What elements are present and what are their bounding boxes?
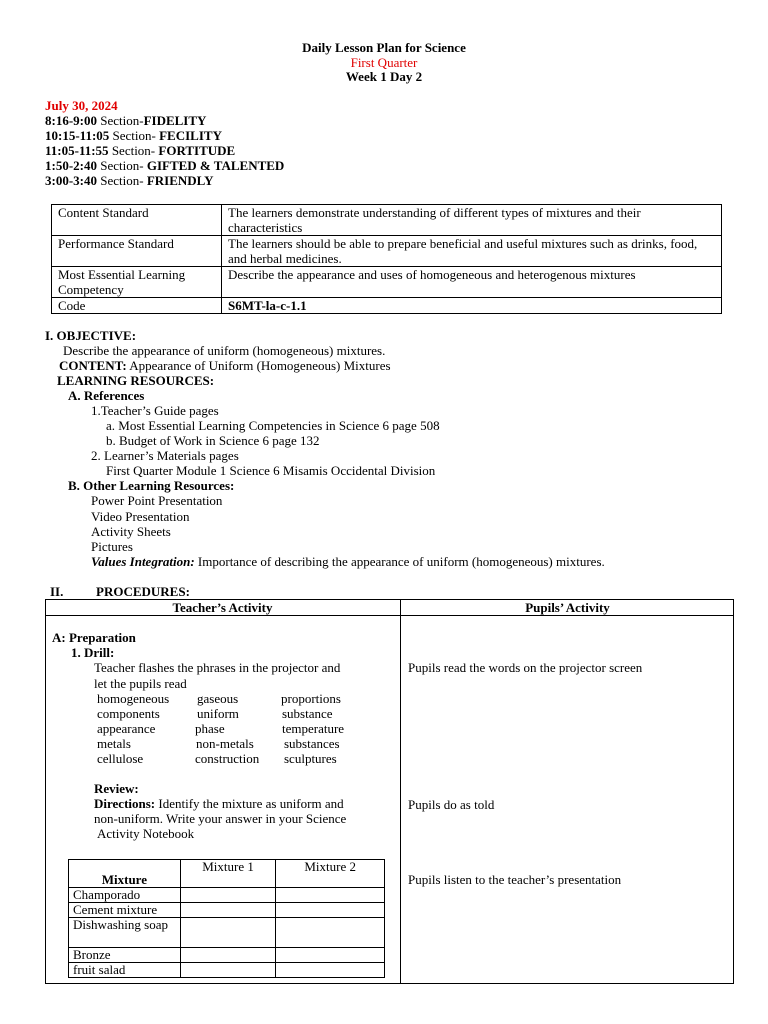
schedule-time: 8:16-9:00: [45, 113, 97, 128]
drill-word: temperature: [282, 721, 345, 736]
procedures-number: II.: [50, 584, 64, 599]
reference-item: b. Budget of Work in Science 6 page 132: [106, 433, 320, 448]
answer-cell: [276, 903, 385, 918]
directions-text: non-uniform. Write your answer in your Science: [94, 811, 347, 826]
drill-text: let the pupils read: [94, 676, 187, 691]
mixture-1-column-header: Mixture 1: [180, 860, 276, 888]
mixture-table: [68, 859, 385, 978]
standard-value: Describe the appearance and uses of homogeneous and heterogenous mixtures: [222, 267, 722, 298]
other-resource-item: Video Presentation: [91, 509, 190, 524]
standard-label: Performance Standard: [52, 236, 222, 267]
table-row: [52, 205, 722, 236]
schedule-section-label: Section-: [97, 173, 147, 188]
content-line: [59, 358, 391, 373]
schedule-time: 10:15-11:05: [45, 128, 110, 143]
directions-label: Directions:: [94, 796, 156, 811]
reference-item: 2. Learner’s Materials pages: [91, 448, 239, 463]
other-resources-heading: B. Other Learning Resources:: [68, 478, 235, 493]
table-row: [69, 948, 385, 963]
table-row: [69, 903, 385, 918]
procedures-heading: PROCEDURES:: [96, 584, 190, 599]
other-resource-item: Pictures: [91, 539, 133, 554]
schedule-section-name: FORTITUDE: [158, 143, 236, 158]
mixture-name: Bronze: [69, 948, 181, 963]
document-title: Daily Lesson Plan for Science: [302, 40, 466, 55]
schedule-section-label: Section-: [97, 158, 147, 173]
content-label: CONTENT:: [59, 358, 127, 373]
mixture-name: fruit salad: [69, 963, 181, 978]
schedule-section-label: Section-: [97, 113, 144, 128]
standard-label: Most Essential Learning Competency: [52, 267, 222, 298]
schedule-section-name: GIFTED & TALENTED: [146, 158, 285, 173]
standards-table: [51, 204, 722, 314]
table-row: [52, 298, 722, 314]
standard-value: The learners should be able to prepare beneficial and useful mixtures such as drinks, food, and herbal medicines.: [222, 236, 722, 267]
drill-word: construction: [195, 751, 260, 766]
schedule-row: [45, 113, 206, 128]
drill-word: phase: [195, 721, 225, 736]
table-row: [69, 888, 385, 903]
table-row: [69, 918, 385, 948]
table-row: [52, 267, 722, 298]
other-resource-item: Activity Sheets: [91, 524, 171, 539]
column-divider: [400, 599, 401, 984]
answer-cell: [180, 888, 276, 903]
drill-text: Teacher flashes the phrases in the projector and: [94, 660, 341, 675]
answer-cell: [180, 948, 276, 963]
mixture-2-column-header: Mixture 2: [276, 860, 385, 888]
references-heading: A. References: [68, 388, 145, 403]
answer-cell: [276, 918, 385, 948]
schedule-row: [45, 128, 222, 143]
standard-value: The learners demonstrate understanding of different types of mixtures and their characteristics: [222, 205, 722, 236]
answer-cell: [276, 888, 385, 903]
directions-line: [94, 796, 344, 811]
drill-word: homogeneous: [97, 691, 170, 706]
pupils-activity-header: Pupils’ Activity: [525, 600, 610, 615]
schedule-section-name: FECILITY: [159, 128, 222, 143]
table-row: [52, 236, 722, 267]
learning-resources-heading: LEARNING RESOURCES:: [57, 373, 215, 388]
answer-cell: [180, 918, 276, 948]
objective-text: Describe the appearance of uniform (homogeneous) mixtures.: [63, 343, 386, 358]
drill-word: substances: [284, 736, 340, 751]
quarter-label: First Quarter: [350, 55, 418, 70]
drill-word: sculptures: [284, 751, 337, 766]
mixture-name: Dishwashing soap: [69, 918, 181, 948]
answer-cell: [180, 903, 276, 918]
answer-cell: [276, 963, 385, 978]
week-label: Week 1 Day 2: [345, 69, 423, 84]
values-text: Importance of describing the appearance of uniform (homogeneous) mixtures.: [194, 554, 605, 569]
mixture-name: Champorado: [69, 888, 181, 903]
schedule-row: [45, 143, 235, 158]
review-heading: Review:: [94, 781, 139, 796]
drill-word: uniform: [197, 706, 239, 721]
drill-heading: 1. Drill:: [71, 645, 115, 660]
values-integration: [91, 554, 605, 569]
table-header-row: [69, 860, 385, 888]
schedule-time: 1:50-2:40: [45, 158, 97, 173]
drill-word: proportions: [281, 691, 341, 706]
schedule-time: 3:00-3:40: [45, 173, 97, 188]
standard-value: S6MT-la-c-1.1: [222, 298, 722, 314]
lesson-date: July 30, 2024: [45, 98, 118, 113]
objective-heading: I. OBJECTIVE:: [45, 328, 137, 343]
drill-word: appearance: [97, 721, 156, 736]
pupils-activity-text: Pupils listen to the teacher’s presentation: [408, 872, 622, 887]
reference-item: 1.Teacher’s Guide pages: [91, 403, 219, 418]
schedule-row: [45, 158, 284, 173]
drill-word: cellulose: [97, 751, 144, 766]
other-resource-item: Power Point Presentation: [91, 493, 223, 508]
standard-label: Code: [52, 298, 222, 314]
schedule-section-name: FIDELITY: [143, 113, 207, 128]
directions-text: Activity Notebook: [97, 826, 195, 841]
schedule-section-label: Section-: [109, 128, 160, 143]
teacher-activity-header: Teacher’s Activity: [172, 600, 273, 615]
answer-cell: [276, 948, 385, 963]
schedule-section-name: FRIENDLY: [146, 173, 214, 188]
reference-item: First Quarter Module 1 Science 6 Misamis Occidental Division: [106, 463, 436, 478]
directions-text: Identify the mixture as uniform and: [155, 796, 344, 811]
answer-cell: [180, 963, 276, 978]
pupils-activity-text: Pupils do as told: [408, 797, 495, 812]
values-label: Values Integration:: [91, 554, 195, 569]
mixture-column-header: Mixture: [69, 860, 181, 888]
schedule-row: [45, 173, 214, 188]
schedule-time: 11:05-11:55: [45, 143, 109, 158]
table-row: [69, 963, 385, 978]
schedule-section-label: Section-: [108, 143, 159, 158]
drill-word: gaseous: [197, 691, 239, 706]
header-divider: [45, 615, 734, 616]
preparation-heading: A: Preparation: [52, 630, 136, 645]
drill-word: metals: [97, 736, 131, 751]
content-text: Appearance of Uniform (Homogeneous) Mixtures: [126, 358, 391, 373]
standard-label: Content Standard: [52, 205, 222, 236]
drill-word: substance: [282, 706, 333, 721]
pupils-activity-text: Pupils read the words on the projector screen: [408, 660, 643, 675]
drill-word: components: [97, 706, 160, 721]
drill-word: non-metals: [196, 736, 254, 751]
reference-item: a. Most Essential Learning Competencies in Science 6 page 508: [106, 418, 440, 433]
mixture-name: Cement mixture: [69, 903, 181, 918]
